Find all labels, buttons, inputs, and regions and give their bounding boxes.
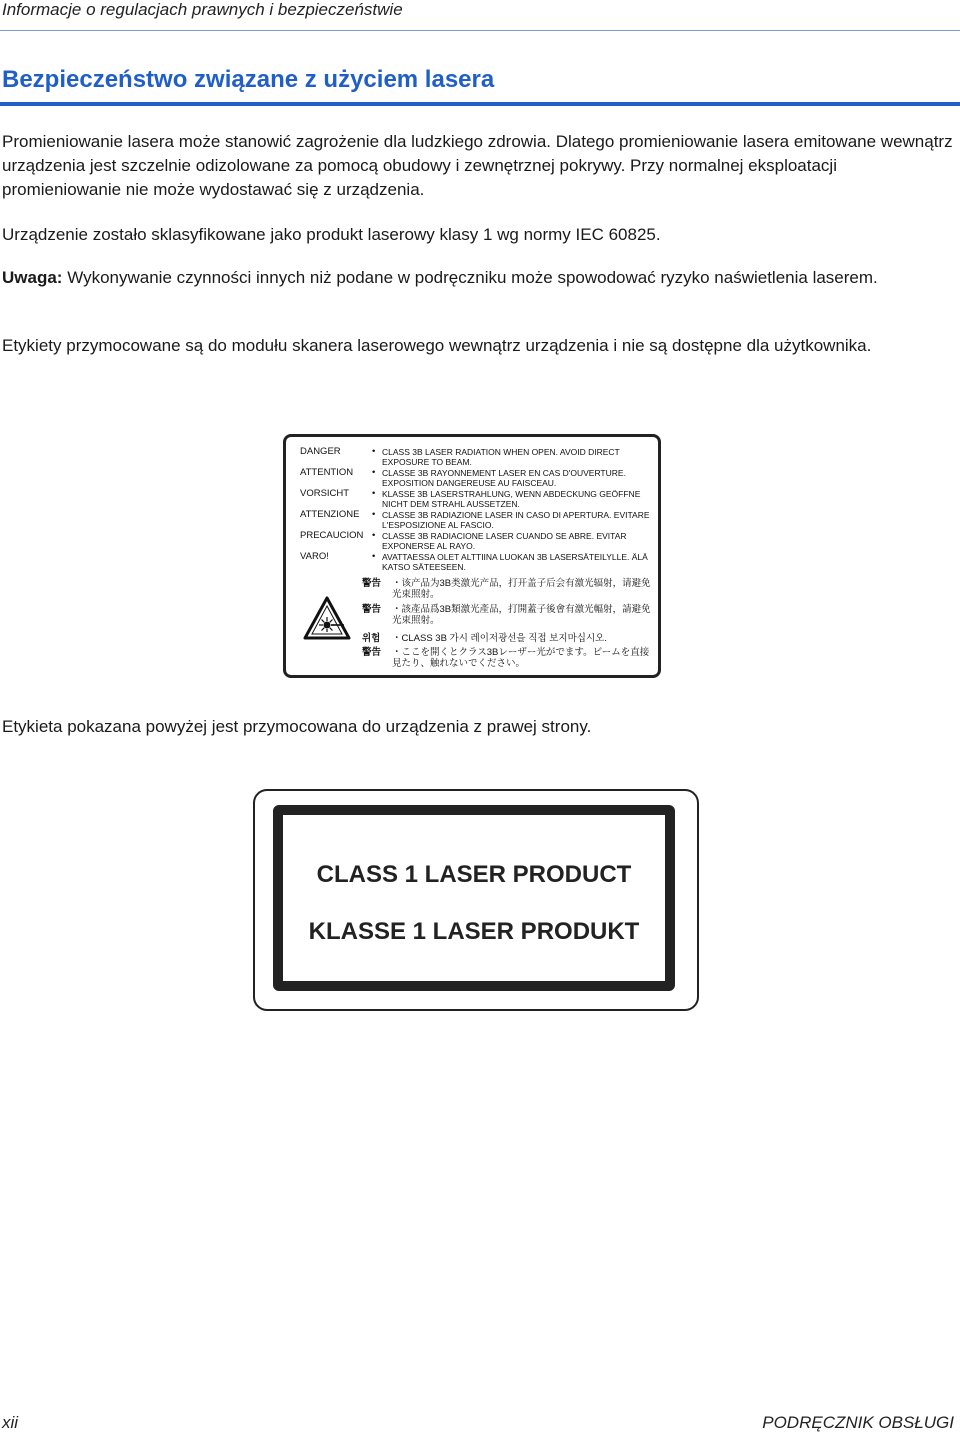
warning-row-varo <box>300 552 650 574</box>
warning-row-danger <box>300 447 650 469</box>
paragraph-label-position: Etykieta pokazana powyżej jest przymocowana do urządzenia z prawej strony. <box>2 717 592 736</box>
warning-row-bullet: • <box>372 467 376 478</box>
warning-row-korean <box>362 633 652 645</box>
class-label-line-german: KLASSE 1 LASER PRODUKT <box>308 918 640 945</box>
warning-row-bullet: • <box>372 446 376 457</box>
caution-label: Uwaga: <box>2 268 63 287</box>
warning-row-label: ATTENTION <box>300 467 354 478</box>
warning-row-text: ・CLASS 3B 가시 레이저광선을 직접 보지마십시오. <box>392 633 607 644</box>
warning-row-attenzione <box>300 510 650 532</box>
warning-row-text: AVATTAESSA OLET ALTTIINA LUOKAN 3B LASERSÄTEILYLLE. ÄLÄ KATSO SÄTEESEEN. <box>382 552 648 572</box>
warning-row-text: CLASSE 3B RADIACIONE LASER CUANDO SE ABRE. EVITAR EXPONERSE AL RAYO. <box>382 531 627 551</box>
warning-row-attention <box>300 468 650 490</box>
paragraph-classification: Urządzenie zostało sklasyfikowane jako produkt laserowy klasy 1 wg normy IEC 60825. <box>2 225 661 244</box>
warning-row-text: CLASSE 3B RAYONNEMENT LASER EN CAS D'OUVERTURE. EXPOSITION DANGEREUSE AU FAISCEAU. <box>382 468 626 488</box>
warning-row-text: ・ここを開くとクラス3Bレーザー光がでます。ビームを直接見たり、触れないでください。 <box>392 647 650 669</box>
warning-row-chinese-traditional <box>362 604 652 626</box>
class-1-laser-label <box>253 789 699 1011</box>
warning-row-label: 警告 <box>362 604 382 615</box>
class-1-label-frame <box>273 805 675 991</box>
warning-row-label: 警告 <box>362 578 382 589</box>
warning-row-label: VARO! <box>300 551 329 562</box>
warning-row-label: VORSICHT <box>300 488 350 499</box>
warning-row-text: CLASS 3B LASER RADIATION WHEN OPEN. AVOID DIRECT EXPOSURE TO BEAM. <box>382 447 620 467</box>
warning-row-vorsicht <box>300 489 650 511</box>
section-divider <box>0 102 960 106</box>
warning-row-label: PRECAUCION <box>300 530 364 541</box>
caution-text: Wykonywanie czynności innych niż podane w podręczniku może spowodować ryzyko naświetlenia laserem. <box>62 268 878 287</box>
warning-row-text: ・该产品为3B类激光产品，打开盖子后会有激光辐射，请避免光束照射。 <box>392 578 651 600</box>
warning-row-japanese <box>362 647 652 669</box>
page-number: xii <box>2 1413 19 1432</box>
paragraph-labels-location: Etykiety przymocowane są do modułu skanera laserowego wewnątrz urządzenia i nie są dostępne dla użytkownika. <box>2 336 872 355</box>
warning-row-bullet: • <box>372 509 376 520</box>
warning-row-label: 위험 <box>362 633 381 644</box>
class-label-line-english: CLASS 1 LASER PRODUCT <box>316 861 632 888</box>
warning-row-bullet: • <box>372 551 376 562</box>
warning-row-label: 警告 <box>362 647 382 658</box>
header-divider <box>0 30 960 31</box>
warning-row-text: ・該產品爲3B類激光產品，打開蓋子後會有激光輻射，請避免光束照射。 <box>392 604 651 626</box>
paragraph-radiation-hazard: Promieniowanie lasera może stanowić zagrożenie dla ludzkiego zdrowia. Dlatego promieniowanie lasera emitowane wewnątrz urządzenia jest szczelnie odizolowane za pomocą obudowy i zewnętrznej pokrywy. Przy normalnej eksploatacji promieniowanie nie może wydostawać się z urządzenia. <box>2 132 953 199</box>
paragraph-caution <box>2 266 954 290</box>
warning-row-label: DANGER <box>300 446 341 457</box>
warning-row-bullet: • <box>372 530 376 541</box>
footer-manual-title: PODRĘCZNIK OBSŁUGI <box>762 1413 954 1432</box>
running-header: Informacje o regulacjach prawnych i bezpieczeństwie <box>2 0 403 19</box>
laser-hazard-icon <box>302 595 352 641</box>
warning-row-text: CLASSE 3B RADIAZIONE LASER IN CASO DI APERTURA. EVITARE L'ESPOSIZIONE AL FASCIO. <box>382 510 650 530</box>
warning-row-chinese-simplified <box>362 578 652 600</box>
warning-row-text: KLASSE 3B LASERSTRAHLUNG, WENN ABDECKUNG GEÖFFNE NICHT DEM STRAHL AUSSETZEN. <box>382 489 641 509</box>
warning-row-precaucion <box>300 531 650 553</box>
section-title: Bezpieczeństwo związane z użyciem lasera <box>2 66 495 93</box>
warning-row-label: ATTENZIONE <box>300 509 360 520</box>
warning-row-bullet: • <box>372 488 376 499</box>
laser-warning-label <box>283 434 661 678</box>
